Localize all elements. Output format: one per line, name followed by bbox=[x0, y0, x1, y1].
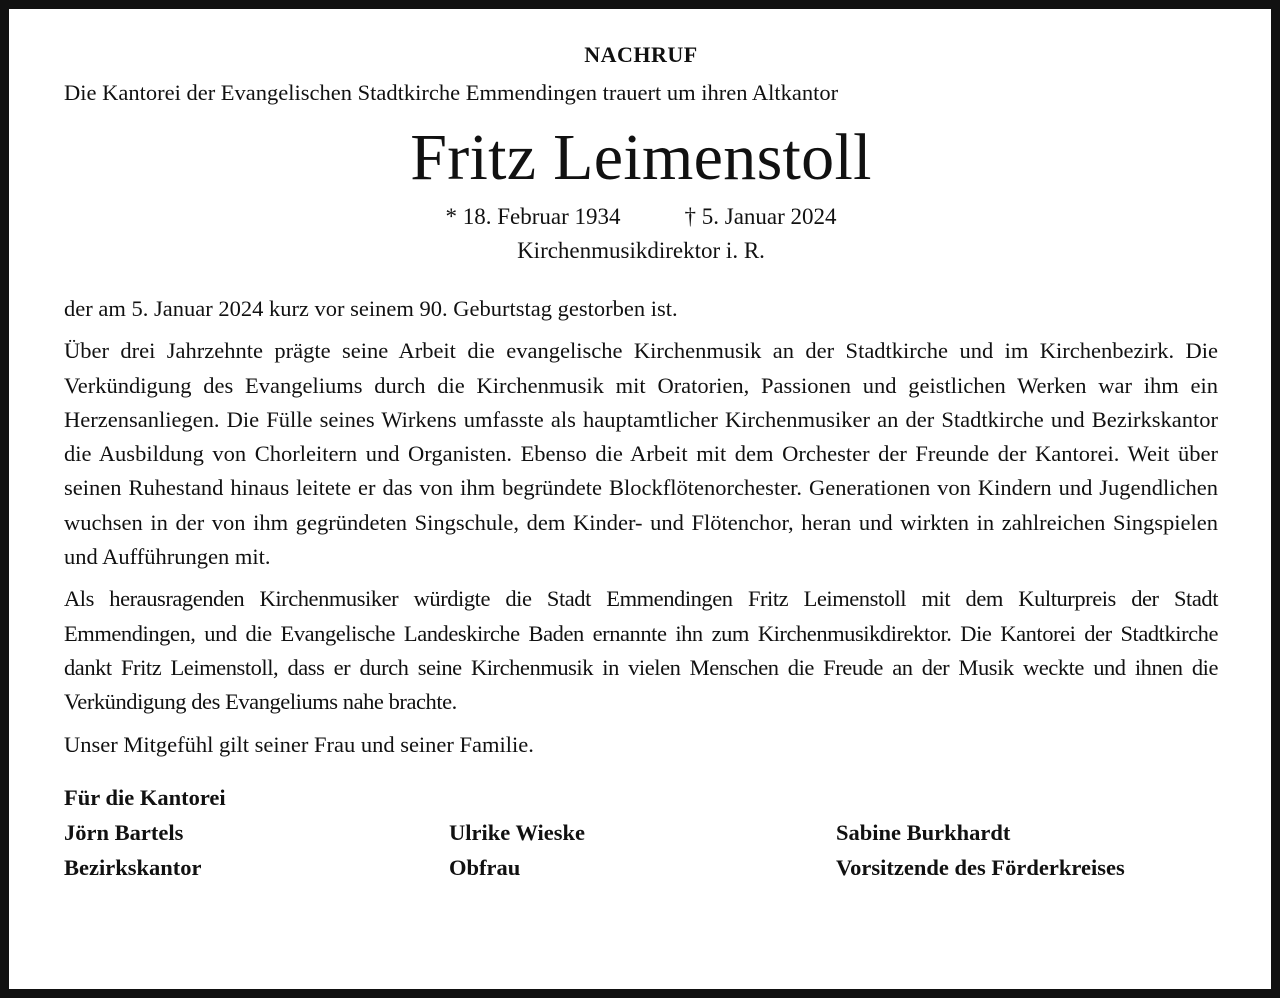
notice-heading: NACHRUF bbox=[584, 42, 698, 67]
paragraph-death: der am 5. Januar 2024 kurz vor seinem 90. Geburtstag gestorben ist. bbox=[64, 296, 678, 321]
signature-group: Für die Kantorei bbox=[64, 784, 226, 810]
life-dates bbox=[64, 200, 1218, 234]
deceased-name: Fritz Leimenstoll bbox=[410, 121, 872, 194]
birth-date: * 18. Februar 1934 bbox=[445, 204, 621, 229]
obituary-notice bbox=[64, 38, 1218, 885]
deceased-title: Kirchenmusikdirektor i. R. bbox=[517, 238, 765, 263]
signature-block bbox=[64, 780, 1218, 885]
signer-name: Jörn Bartels bbox=[64, 819, 184, 845]
paragraph-condolence: Unser Mitgefühl gilt seiner Frau und seiner Familie. bbox=[64, 731, 534, 757]
notice-intro: Die Kantorei der Evangelischen Stadtkirche Emmendingen trauert um ihren Altkantor bbox=[64, 80, 839, 105]
signers-grid bbox=[64, 815, 1218, 885]
signer-role: Vorsitzende des Förderkreises bbox=[836, 854, 1125, 880]
signer-role: Obfrau bbox=[449, 854, 521, 880]
signer-name: Sabine Burkhardt bbox=[836, 819, 1011, 845]
signer-role: Bezirkskantor bbox=[64, 854, 202, 880]
paragraph-career: Über drei Jahrzehnte prägte seine Arbeit die evangelische Kirchenmusik an der Stadtkirche und im Kirchenbezirk. Die Verkündigung des Evangeliums durch die Kirchenmusik mit Oratorien, Passionen und geistlichen Werken war ihm ein Herzensanliegen. Die Fülle seines Wirkens umfasste als hauptamtlicher Kirchenmusiker an der Stadtkirche und Bezirkskantor die Ausbildung von Chorleitern und Organisten. Ebenso die Arbeit mit dem Orchester der Freunde der Kantorei. Weit über seinen Ruhestand hinaus leitete er das von ihm begründete Blockflötenorchester. Generationen von Kindern und Jugendlichen wuchsen in der von ihm gegründeten Singschule, dem Kinder- und Flötenchor, heran und wirkten in zahlreichen Singspielen und Aufführungen mit. bbox=[64, 338, 1218, 570]
paragraph-honors: Als herausragenden Kirchenmusiker würdigte die Stadt Emmendingen Fritz Leimenstoll mit dem Kulturpreis der Stadt Emmendingen, und die Evangelische Landeskirche Baden ernannte ihn zum Kirchenmusikdirektor. Die Kantorei der Stadtkirche dankt Fritz Leimenstoll, dass er durch seine Kirchenmusik in vielen Menschen die Freude an der Musik weckte und ihnen die Verkündigung des Evangeliums nahe brachte. bbox=[64, 586, 1218, 715]
death-date: † 5. Januar 2024 bbox=[684, 204, 837, 229]
signer-name: Ulrike Wieske bbox=[449, 819, 586, 845]
